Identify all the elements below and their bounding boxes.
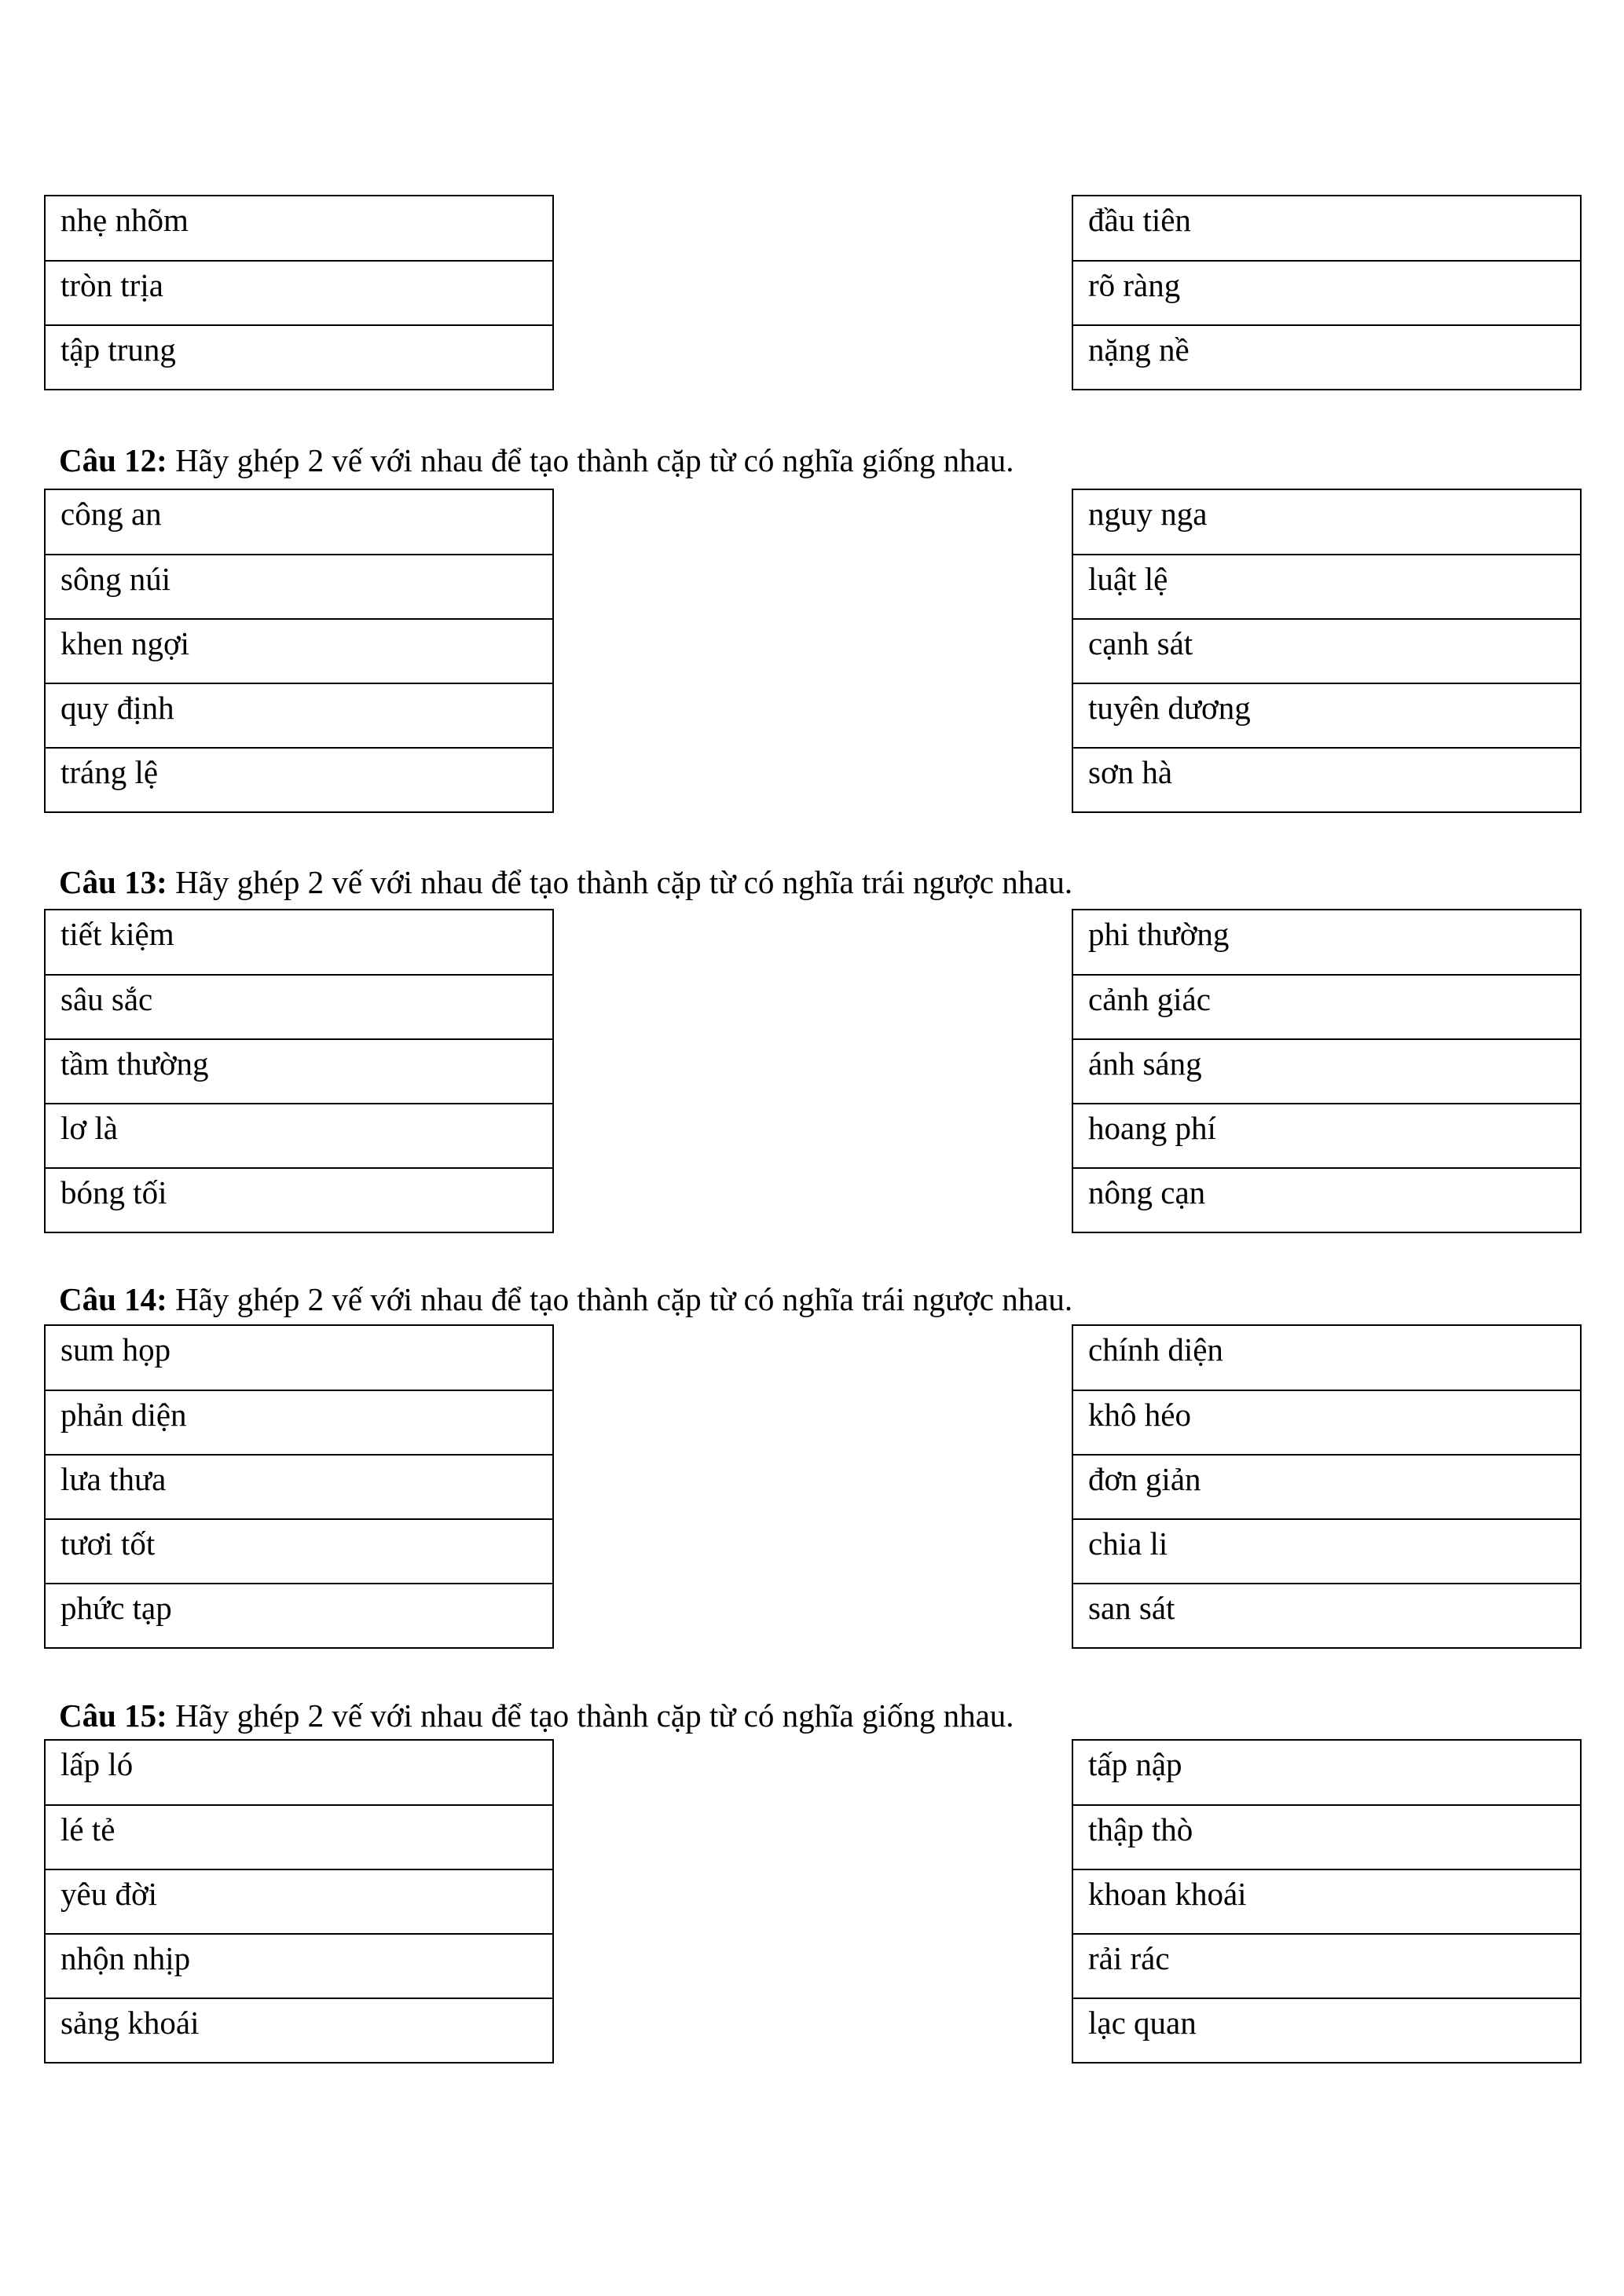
question-heading	[59, 1697, 1014, 1734]
right-item[interactable]: nặng nề	[1073, 324, 1580, 389]
right-item[interactable]: phi thường	[1088, 916, 1230, 952]
left-item[interactable]: tráng lệ	[46, 747, 552, 811]
left-item[interactable]: lưa thưa	[46, 1454, 552, 1518]
right-item[interactable]: đầu tiên	[1088, 202, 1191, 238]
left-item[interactable]: sum họp	[60, 1331, 171, 1368]
left-item[interactable]: nhộn nhịp	[46, 1933, 552, 1998]
question-label: Câu 13:	[59, 864, 167, 900]
left-item[interactable]: tập trung	[46, 324, 552, 389]
left-item[interactable]: khen ngợi	[46, 618, 552, 683]
right-column	[1072, 909, 1582, 1233]
question-label: Câu 12:	[59, 442, 167, 478]
left-item[interactable]: sông núi	[46, 554, 552, 618]
left-column	[44, 489, 554, 813]
right-item[interactable]: khoan khoái	[1073, 1869, 1580, 1933]
right-item[interactable]: nguy nga	[1088, 496, 1208, 532]
right-item[interactable]: hoang phí	[1073, 1103, 1580, 1167]
right-item[interactable]: thập thò	[1073, 1804, 1580, 1869]
right-column	[1072, 195, 1582, 390]
right-item[interactable]: nông cạn	[1073, 1167, 1580, 1232]
right-item[interactable]: san sát	[1073, 1583, 1580, 1647]
right-item[interactable]: chính diện	[1088, 1331, 1223, 1368]
right-item[interactable]: ánh sáng	[1073, 1038, 1580, 1103]
left-item[interactable]: sâu sắc	[46, 974, 552, 1038]
left-item[interactable]: lé tẻ	[46, 1804, 552, 1869]
question-instruction: Hãy ghép 2 vế với nhau để tạo thành cặp từ có nghĩa giống nhau.	[175, 1697, 1014, 1734]
left-column	[44, 1739, 554, 2063]
right-column	[1072, 1739, 1582, 2063]
left-item[interactable]: công an	[60, 496, 162, 532]
left-item[interactable]: yêu đời	[46, 1869, 552, 1933]
question-instruction: Hãy ghép 2 vế với nhau để tạo thành cặp từ có nghĩa trái ngược nhau.	[175, 864, 1073, 900]
left-item[interactable]: tiết kiệm	[60, 916, 174, 952]
left-item[interactable]: tròn trịa	[46, 260, 552, 324]
right-item[interactable]: rõ ràng	[1073, 260, 1580, 324]
left-item[interactable]: lấp ló	[60, 1746, 134, 1782]
right-item[interactable]: chia li	[1073, 1518, 1580, 1583]
question-heading	[59, 441, 1014, 479]
left-item[interactable]: phản diện	[46, 1390, 552, 1454]
right-item[interactable]: sơn hà	[1073, 747, 1580, 811]
question-instruction: Hãy ghép 2 vế với nhau để tạo thành cặp từ có nghĩa trái ngược nhau.	[175, 1281, 1073, 1317]
right-item[interactable]: tuyên dương	[1073, 683, 1580, 747]
left-item[interactable]: lơ là	[46, 1103, 552, 1167]
question-heading	[59, 863, 1072, 901]
right-item[interactable]: rải rác	[1073, 1933, 1580, 1998]
left-item[interactable]: sảng khoái	[46, 1998, 552, 2062]
left-item[interactable]: quy định	[46, 683, 552, 747]
right-column	[1072, 1324, 1582, 1649]
right-item[interactable]: khô héo	[1073, 1390, 1580, 1454]
right-item[interactable]: lạc quan	[1073, 1998, 1580, 2062]
right-item[interactable]: cạnh sát	[1073, 618, 1580, 683]
left-item[interactable]: tầm thường	[46, 1038, 552, 1103]
left-item[interactable]: phức tạp	[46, 1583, 552, 1647]
question-label: Câu 15:	[59, 1697, 167, 1734]
left-item[interactable]: bóng tối	[46, 1167, 552, 1232]
left-item[interactable]: tươi tốt	[46, 1518, 552, 1583]
right-item[interactable]: tấp nập	[1088, 1746, 1182, 1782]
right-item[interactable]: đơn giản	[1073, 1454, 1580, 1518]
right-item[interactable]: cảnh giác	[1073, 974, 1580, 1038]
right-item[interactable]: luật lệ	[1073, 554, 1580, 618]
left-column	[44, 909, 554, 1233]
question-label: Câu 14:	[59, 1281, 167, 1317]
right-column	[1072, 489, 1582, 813]
question-heading	[59, 1280, 1072, 1318]
left-column	[44, 1324, 554, 1649]
left-item[interactable]: nhẹ nhõm	[60, 202, 189, 238]
left-column	[44, 195, 554, 390]
question-instruction: Hãy ghép 2 vế với nhau để tạo thành cặp từ có nghĩa giống nhau.	[175, 442, 1014, 478]
